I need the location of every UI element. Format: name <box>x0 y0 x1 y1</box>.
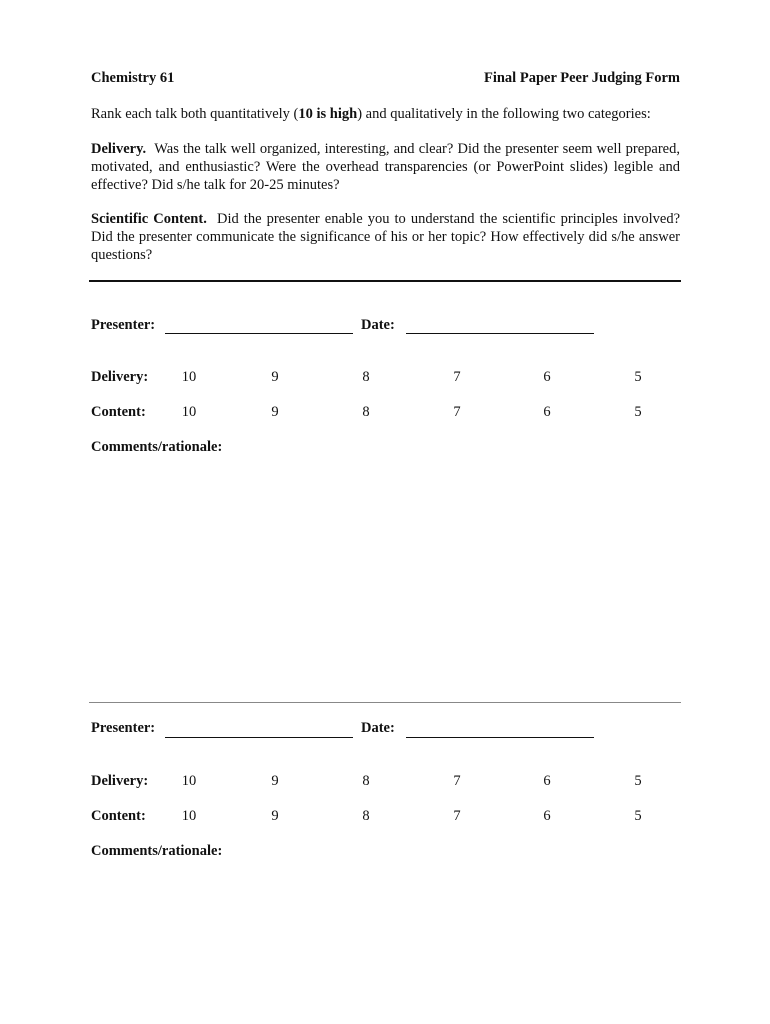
content-description-text: Did the presenter enable you to understand the scientific principles involved? Did the presenter communicate the significance of his or her topic? How effectively did s/he answer questions? <box>91 211 681 263</box>
content-score-label: Content: <box>91 404 146 420</box>
content-score-8[interactable]: 8 <box>362 808 370 824</box>
delivery-score-10[interactable]: 10 <box>181 773 197 789</box>
presenter-label: Presenter: <box>91 720 156 736</box>
content-score-9[interactable]: 9 <box>271 404 279 420</box>
content-score-5[interactable]: 5 <box>634 808 642 824</box>
content-score-6[interactable]: 6 <box>543 404 551 420</box>
presenter-label: Presenter: <box>91 317 156 333</box>
delivery-score-9[interactable]: 9 <box>271 773 279 789</box>
delivery-score-5[interactable]: 5 <box>634 773 642 789</box>
content-score-8[interactable]: 8 <box>362 404 370 420</box>
intro-post: ) and qualitatively in the following two categories: <box>357 106 651 122</box>
content-score-5[interactable]: 5 <box>634 404 642 420</box>
section-divider <box>89 280 681 282</box>
comments-area[interactable] <box>91 866 681 1006</box>
date-label: Date: <box>361 317 395 333</box>
content-score-10[interactable]: 10 <box>181 808 197 824</box>
comments-label: Comments/rationale: <box>91 843 223 859</box>
delivery-score-label: Delivery: <box>91 773 149 789</box>
content-score-10[interactable]: 10 <box>181 404 197 420</box>
delivery-score-10[interactable]: 10 <box>181 369 197 385</box>
date-label: Date: <box>361 720 395 736</box>
content-score-label: Content: <box>91 808 146 824</box>
delivery-score-6[interactable]: 6 <box>543 773 551 789</box>
date-blank[interactable] <box>406 333 594 334</box>
content-score-6[interactable]: 6 <box>543 808 551 824</box>
delivery-score-9[interactable]: 9 <box>271 369 279 385</box>
delivery-score-label: Delivery: <box>91 369 149 385</box>
form-title: Final Paper Peer Judging Form <box>483 70 680 86</box>
delivery-score-8[interactable]: 8 <box>362 773 370 789</box>
course-title: Chemistry 61 <box>91 70 175 86</box>
comments-area[interactable] <box>91 462 681 687</box>
content-score-7[interactable]: 7 <box>453 404 461 420</box>
content-score-7[interactable]: 7 <box>453 808 461 824</box>
delivery-description-text: Was the talk well organized, interesting, and clear? Did the presenter seem well prepared, motivated, and enthusiastic? Were the overhead transparencies (or PowerPoint slides) legible and effective? Did s/he talk for 20-25 minutes? <box>91 141 680 193</box>
delivery-score-5[interactable]: 5 <box>634 369 642 385</box>
comments-label: Comments/rationale: <box>91 439 223 455</box>
content-description <box>91 210 680 264</box>
delivery-score-8[interactable]: 8 <box>362 369 370 385</box>
delivery-score-7[interactable]: 7 <box>453 369 461 385</box>
intro-text <box>91 105 680 123</box>
delivery-description <box>91 140 680 194</box>
delivery-description-label: Delivery. <box>91 141 147 157</box>
presenter-blank[interactable] <box>165 333 353 334</box>
content-description-label: Scientific Content. <box>91 211 207 227</box>
block-divider <box>89 702 681 703</box>
intro-pre: Rank each talk both quantitatively ( <box>91 106 299 122</box>
delivery-score-6[interactable]: 6 <box>543 369 551 385</box>
intro-bold: 10 is high <box>298 106 358 122</box>
presenter-blank[interactable] <box>165 737 353 738</box>
content-score-9[interactable]: 9 <box>271 808 279 824</box>
date-blank[interactable] <box>406 737 594 738</box>
delivery-score-7[interactable]: 7 <box>453 773 461 789</box>
